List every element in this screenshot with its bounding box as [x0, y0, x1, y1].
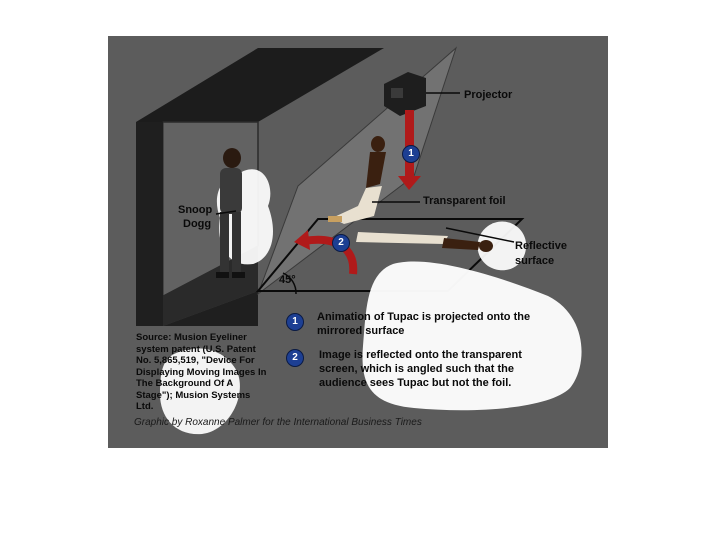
projector-lens: [391, 88, 403, 98]
graphic-credit: Graphic by Roxanne Palmer for the International Business Times: [134, 417, 422, 428]
stage-roof: [136, 48, 384, 122]
step-badge-1: 1: [286, 313, 304, 331]
reflective-label-line1: Reflective: [515, 240, 567, 252]
snoop-label-line1: Snoop: [178, 204, 213, 216]
reflective-label-line2: surface: [515, 255, 555, 267]
tupac-animation-lying: [356, 232, 493, 252]
foil-label: Transparent foil: [423, 195, 506, 207]
step-badge-1-diagram: 1: [402, 145, 420, 163]
step-badge-2-diagram: 2: [332, 234, 350, 252]
projector-label: Projector: [464, 89, 513, 101]
angle-label: 45°: [279, 274, 296, 286]
step-1-text: Animation of Tupac is projected onto the mirrored surface: [317, 311, 531, 337]
snoop-label-line2: Dogg: [183, 218, 212, 230]
stage-left-pillar: [136, 122, 163, 326]
step-badge-2: 2: [286, 349, 304, 367]
source-text: Source: Musion Eyeliner system patent (U.S. Patent No. 5,865,519, "Device For Displaying Moving Images In The Background Of A Stage"); Musion Systems Ltd.: [136, 332, 267, 412]
diagram-panel: [108, 36, 608, 448]
step-2-text: Image is reflected onto the transparent screen, which is angled such that the audience sees Tupac but not the foil.: [319, 349, 522, 389]
